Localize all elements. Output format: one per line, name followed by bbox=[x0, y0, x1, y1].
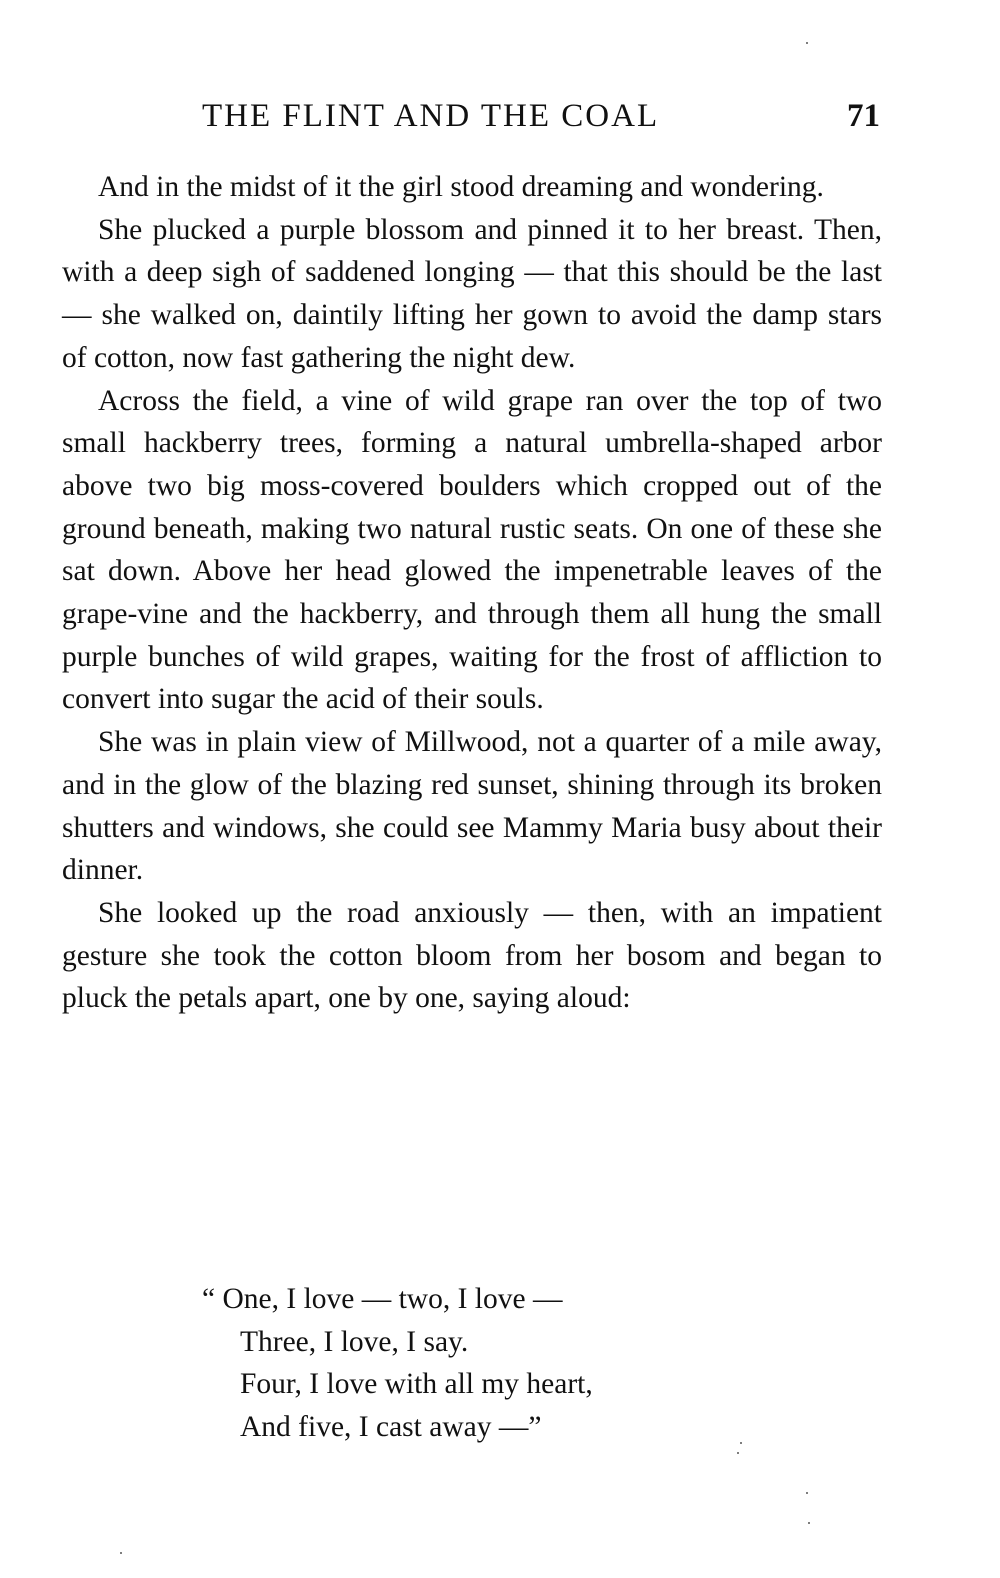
body-text bbox=[62, 166, 882, 1020]
paper-speck bbox=[806, 42, 808, 44]
paragraph: She plucked a purple blossom and pinned it to her breast. Then, with a deep sigh of saddened longing — that this should be the last — she walked on, daintily lifting her gown to avoid the damp stars of cotton, now fast gathering the night dew. bbox=[62, 213, 882, 374]
paper-speck bbox=[120, 1552, 122, 1554]
paper-speck bbox=[737, 1452, 739, 1454]
running-head bbox=[62, 98, 882, 148]
paper-speck bbox=[740, 1442, 742, 1444]
poem-line: “ One, I love — two, I love — bbox=[202, 1283, 563, 1315]
paragraph: She looked up the road anxiously — then, with an impatient gesture she took the cotton bloom from her bosom and began to pluck the petals apart, one by one, saying aloud: bbox=[62, 896, 882, 1015]
poem-line: Three, I love, I say. bbox=[240, 1325, 469, 1358]
poem-verse bbox=[202, 1278, 762, 1449]
paragraph: She was in plain view of Millwood, not a quarter of a mile away, and in the glow of the blazing red sunset, shining through its broken shutters and windows, she could see Mammy Maria busy about their dinner. bbox=[62, 726, 882, 887]
running-head-title: THE FLINT AND THE COAL bbox=[202, 98, 660, 134]
poem-line: And five, I cast away —” bbox=[240, 1411, 542, 1444]
poem-line: Four, I love with all my heart, bbox=[240, 1368, 593, 1401]
page-number: 71 bbox=[847, 98, 880, 134]
paragraph: Across the field, a vine of wild grape ran over the top of two small hackberry trees, forming a natural umbrella-shaped arbor above two big moss-covered boulders which cropped out of the ground beneath, making two natural rustic seats. On one of these she sat down. Above her head glowed the impenetrable leaves of the grape-vine and the hackberry, and through them all hung the small purple bunches of wild grapes, waiting for the frost of affliction to convert into sugar the acid of their souls. bbox=[62, 384, 882, 716]
paper-speck bbox=[806, 1492, 808, 1494]
paper-speck bbox=[808, 1522, 810, 1524]
paragraph: And in the midst of it the girl stood dreaming and wondering. bbox=[98, 171, 824, 203]
